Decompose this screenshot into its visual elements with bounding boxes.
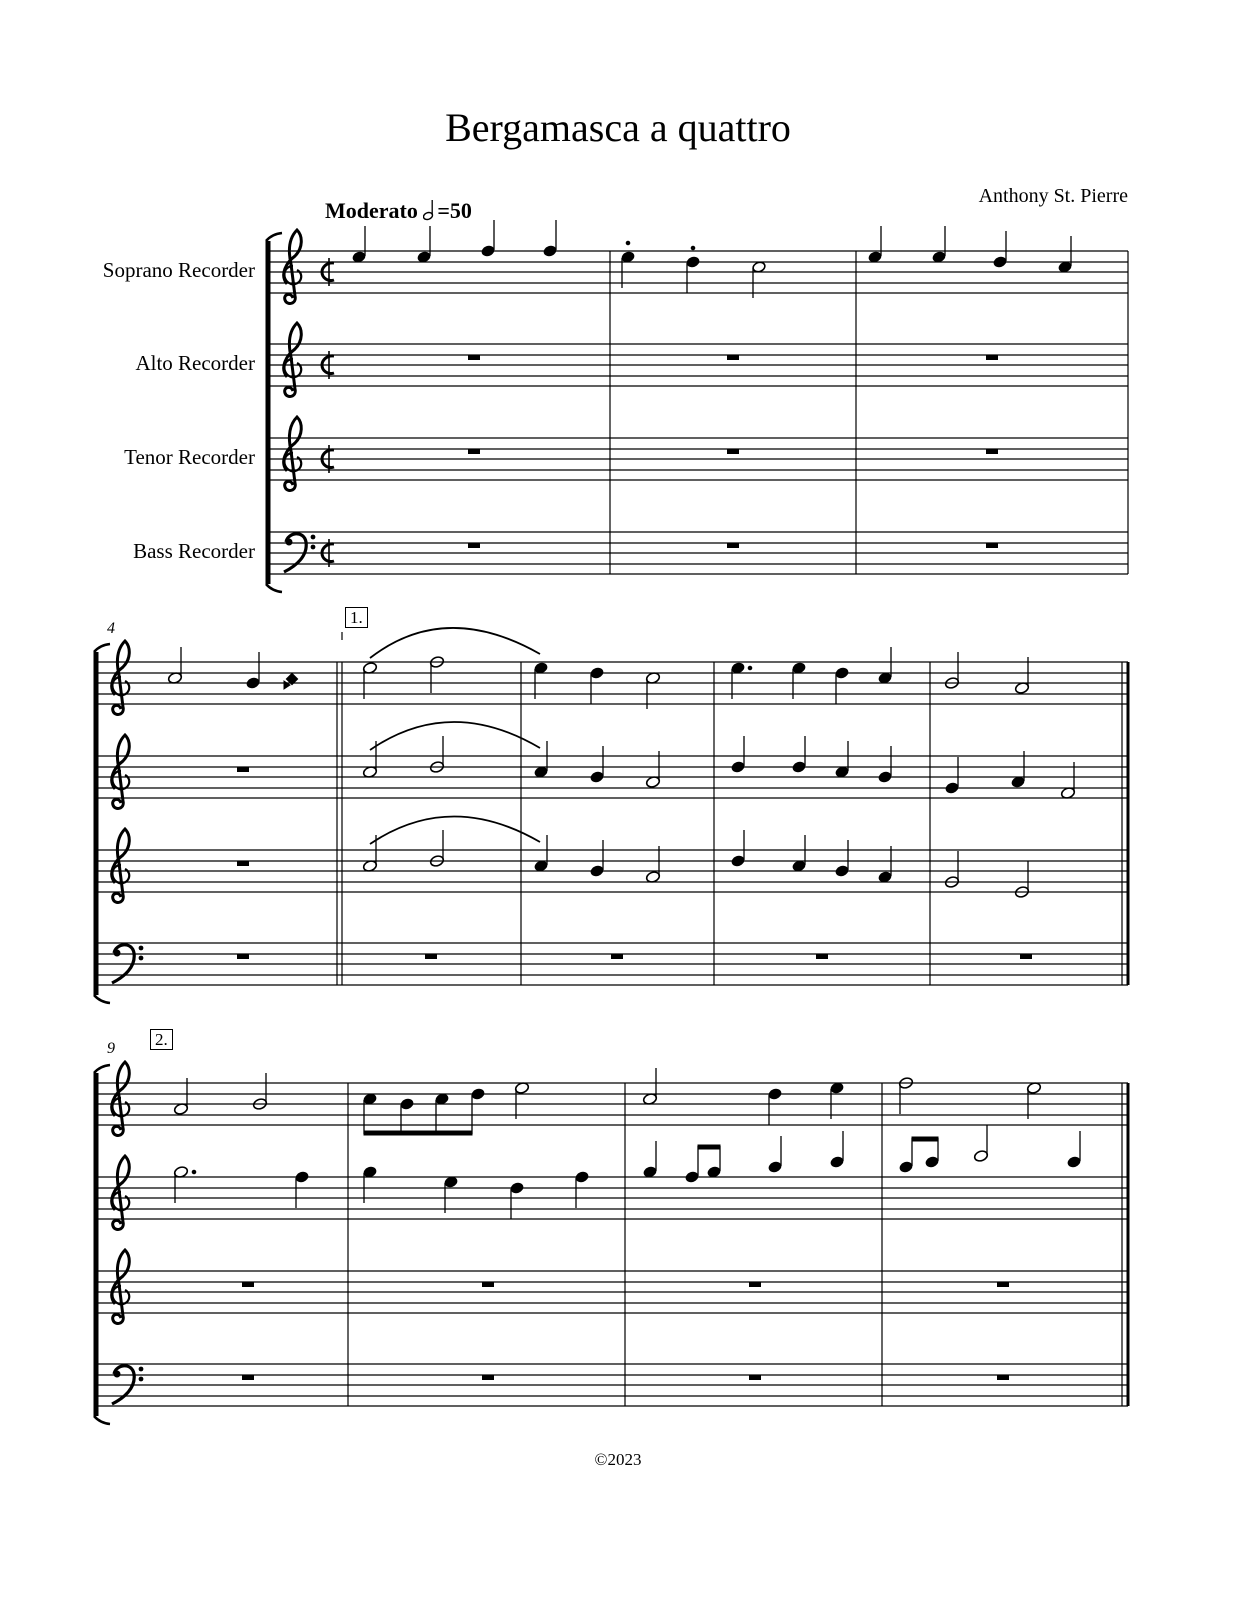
slurs-system-2 — [370, 628, 540, 844]
whole-rest-icon — [237, 861, 249, 866]
instrument-label-alto: Alto Recorder — [135, 351, 255, 375]
alto-notes-system-3 — [173, 1125, 1081, 1219]
whole-rest-icon — [1020, 954, 1032, 959]
staff-tenor — [96, 850, 1128, 892]
staff-alto — [96, 1177, 1128, 1219]
staff-bass — [96, 1364, 1128, 1406]
whole-rest-icon — [727, 355, 739, 360]
whole-rest-icon — [482, 1282, 494, 1287]
measure-number: 4 — [107, 620, 115, 637]
copyright-footer: ©2023 — [594, 1450, 642, 1469]
whole-rest-icon — [986, 543, 998, 548]
composer-credit: Anthony St. Pierre — [978, 185, 1128, 207]
whole-rest-icon — [749, 1375, 761, 1380]
staff-alto — [96, 756, 1128, 798]
whole-rest-icon — [242, 1282, 254, 1287]
tempo-bpm: =50 — [437, 198, 472, 223]
soprano-notes-system-2 — [167, 647, 1029, 709]
page-title: Bergamasca a quattro — [445, 105, 791, 150]
whole-rest-icon — [468, 449, 480, 454]
staff-bass — [268, 532, 1128, 574]
staff-tenor — [96, 1271, 1128, 1313]
whole-rest-icon — [611, 954, 623, 959]
system-3 — [94, 1065, 1128, 1424]
instrument-label-soprano: Soprano Recorder — [102, 258, 255, 282]
whole-rest-icon — [425, 954, 437, 959]
second-ending-label: 2. — [150, 1029, 173, 1050]
instrument-label-tenor: Tenor Recorder — [124, 445, 255, 469]
whole-rest-icon — [997, 1375, 1009, 1380]
whole-rest-icon — [468, 543, 480, 548]
whole-rest-icon — [749, 1282, 761, 1287]
whole-rest-icon — [727, 543, 739, 548]
tempo-text: Moderato — [325, 198, 418, 223]
alto-notes-system-2 — [362, 736, 1075, 800]
staff-bass — [96, 943, 1128, 985]
staff-tenor — [268, 438, 1128, 480]
system-2 — [94, 632, 1128, 1003]
whole-rest-icon — [997, 1282, 1009, 1287]
whole-rest-icon — [727, 449, 739, 454]
whole-rest-icon — [482, 1375, 494, 1380]
system-1 — [266, 233, 1128, 592]
whole-rest-icon — [986, 355, 998, 360]
whole-rest-icon — [242, 1375, 254, 1380]
whole-rest-icon — [237, 954, 249, 959]
staff-soprano — [96, 1083, 1128, 1125]
instrument-label-bass: Bass Recorder — [133, 539, 255, 563]
whole-rest-icon — [237, 767, 249, 772]
soprano-notes-system-1 — [352, 220, 1072, 298]
first-ending-label: 1. — [345, 607, 368, 628]
whole-rest-icon — [986, 449, 998, 454]
whole-rest-icon — [468, 355, 480, 360]
staff-alto — [268, 344, 1128, 386]
measure-number: 9 — [107, 1040, 115, 1057]
whole-rest-icon — [816, 954, 828, 959]
